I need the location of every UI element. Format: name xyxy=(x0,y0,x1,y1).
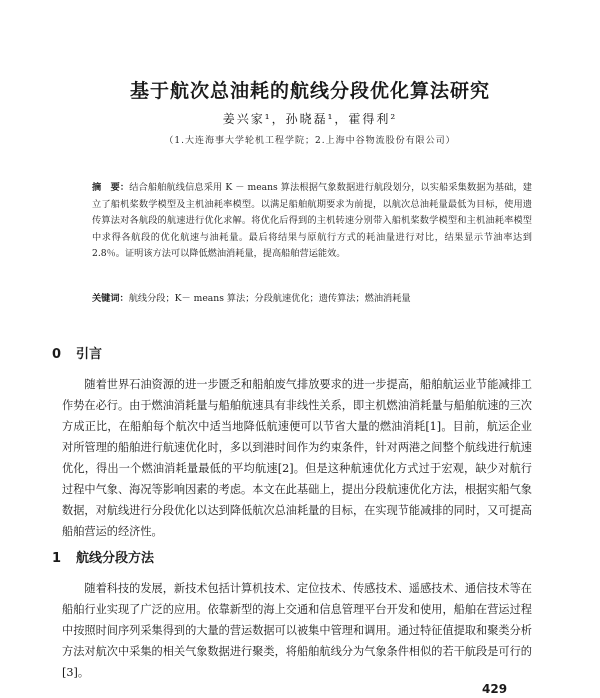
abstract-text: 结合船舶航线信息采用 K － means 算法根据气象数据进行航段划分，以实船采集数据为基础，建立了船机桨数学模型及主机油耗率模型。以满足船舶航期要求为前提，以航次总油耗量最低为目标，使用遗传算法对各航段的航速进行优化求解。将优化后得到的主机转速分别带入船机桨数学模型和主机油耗率模型中求得各航段的优化航速与油耗量。最后将结果与原航行方式的耗油量进行对比，结果显示节油率达到 2.8％。证明该方法可以降低燃油消耗量，提高船舶营运能效。 xyxy=(92,182,532,259)
section-title: 引言 xyxy=(76,347,103,362)
abstract-block xyxy=(92,180,532,263)
author-list: 姜兴家¹，孙晓磊¹，霍得利² xyxy=(222,112,398,126)
keywords-label: 关键词： xyxy=(92,293,129,304)
route-segmentation-paragraph: 随着科技的发展，新技术包括计算机技术、定位技术、传感技术、遥感技术、通信技术等在船舶行业实现了广泛的应用。依靠新型的海上交通和信息管理平台开发和使用，船舶在营运过程中按照时间序列采集得到的大量的营运数据可以被集中管理和调用。通过特征值提取和聚类分析方法对航次中采集的相关气象数据进行聚类，将船舶航线分为气象条件相似的若干航段是可行的[3]。 xyxy=(62,582,532,679)
section-heading-route-segmentation xyxy=(52,547,154,566)
section-number: 0 xyxy=(52,347,62,362)
section-number: 1 xyxy=(52,551,62,566)
affiliation: （1.大连海事大学轮机工程学院；2.上海中谷物流股份有限公司） xyxy=(164,136,456,146)
keywords-text: 航线分段；K－ means 算法；分段航速优化；遗传算法；燃油消耗量 xyxy=(128,293,411,304)
section-title: 航线分段方法 xyxy=(76,551,155,566)
section-heading-introduction xyxy=(52,343,102,362)
page-number: 429 xyxy=(482,682,508,696)
introduction-paragraph: 随着世界石油资源的进一步匮乏和船舶废气排放要求的进一步提高，船舶航运业节能减排工作势在必行。由于燃油消耗量与船舶航速具有非线性关系，即主机燃油消耗量与船舶航速的三次方成正比，在船舶每个航次中适当地降低航速便可以节省大量的燃油消耗[1]。目前，航运企业对所管理的船舶进行航速优化时，多以到港时间作为约束条件，针对两港之间整个航线进行航速优化，得出一个燃油消耗量最低的平均航速[2]。但是这种航速优化方式过于宏观，缺少对航行过程中气象、海况等影响因素的考虑。本文在此基础上，提出分段航速优化方法，根据实船气象数据，对航线进行分段优化以达到降低航次总油耗量的目标，在实现节能减排的同时，又可提高船舶营运的经济性。 xyxy=(62,378,532,538)
keywords-block xyxy=(92,291,532,307)
paper-title: 基于航次总油耗的航线分段优化算法研究 xyxy=(129,80,490,102)
abstract-label: 摘 要： xyxy=(92,182,130,193)
